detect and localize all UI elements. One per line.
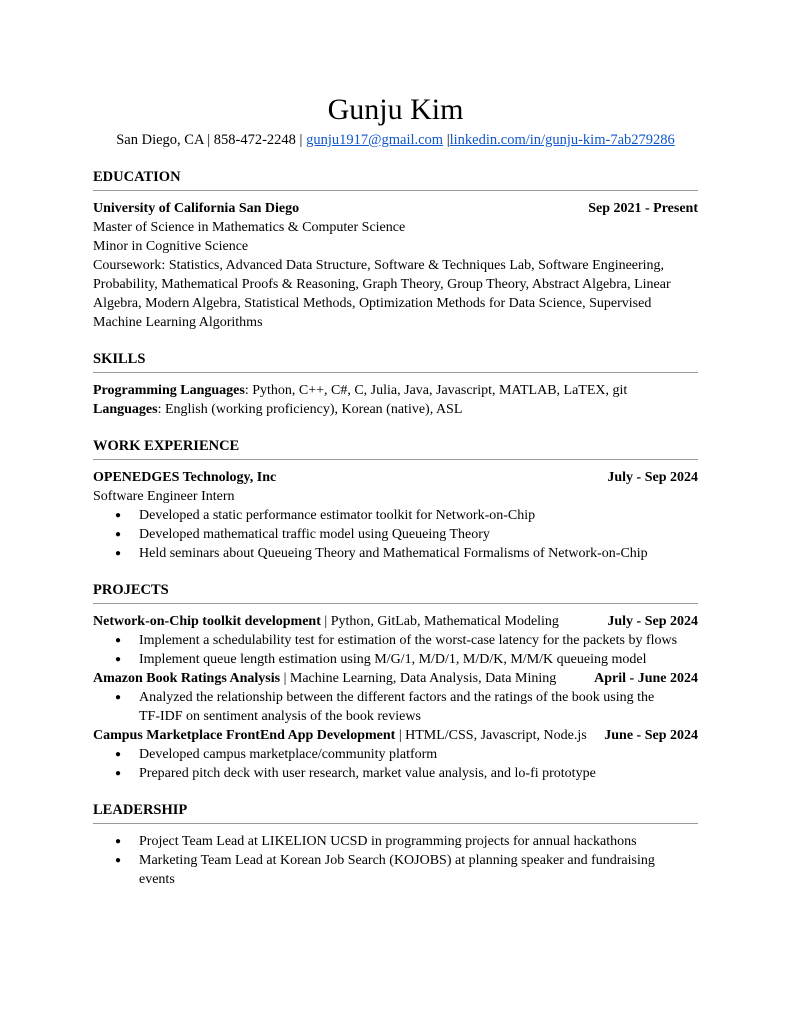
project-title <box>93 669 556 688</box>
company-name: OPENEDGES Technology, Inc <box>93 470 277 485</box>
bullet-line: events <box>139 872 175 887</box>
linkedin-link[interactable]: linkedin.com/in/gunju-kim-7ab279286 <box>449 132 675 148</box>
project-date: June - Sep 2024 <box>604 728 698 743</box>
skills-title: SKILLS <box>93 351 146 367</box>
bullet-line: Marketing Team Lead at Korean Job Search (KOJOBS) at planning speaker and fundraising <box>139 853 655 868</box>
project-entry <box>93 669 698 726</box>
work-role: Software Engineer Intern <box>93 489 235 504</box>
education-line: Probability, Mathematical Proofs & Reasoning, Graph Theory, Group Theory, Abstract Algebra, Linear <box>93 277 671 292</box>
project-bullets <box>93 745 698 783</box>
contact-separator: | <box>443 132 450 148</box>
resume-page <box>93 92 698 889</box>
work-title: WORK EXPERIENCE <box>93 438 240 454</box>
projects-section <box>93 580 698 783</box>
section-divider <box>93 372 698 373</box>
leadership-bullets <box>93 832 698 889</box>
education-date: Sep 2021 - Present <box>588 201 698 216</box>
project-title <box>93 612 559 631</box>
work-date: July - Sep 2024 <box>607 470 698 485</box>
section-divider <box>93 190 698 191</box>
work-section <box>93 436 698 563</box>
skills-languages <box>93 400 698 419</box>
list-item: ● Developed mathematical traffic model using Queueing Theory <box>115 525 698 544</box>
bullet-line: Analyzed the relationship between the different factors and the ratings of the book using the <box>139 690 655 705</box>
skills-languages-label: Languages <box>93 402 158 417</box>
list-item: ● Implement a schedulability test for estimation of the worst-case latency for the packets by flows <box>115 631 698 650</box>
project-name: Amazon Book Ratings Analysis <box>93 671 281 686</box>
project-header <box>93 669 698 688</box>
project-header <box>93 612 698 631</box>
list-item: ● Developed campus marketplace/community platform <box>115 745 698 764</box>
education-section <box>93 167 698 332</box>
skills-section <box>93 349 698 419</box>
project-bullets <box>93 688 698 726</box>
project-bullets <box>93 631 698 669</box>
education-entry-header <box>93 199 698 218</box>
skills-languages-value: : English (working proficiency), Korean (native), ASL <box>157 402 463 417</box>
project-tech: | Machine Learning, Data Analysis, Data Mining <box>280 671 557 686</box>
project-date: July - Sep 2024 <box>607 614 698 629</box>
education-line: Minor in Cognitive Science <box>93 239 249 254</box>
contact-location-phone: San Diego, CA | 858-472-2248 | <box>116 132 307 148</box>
project-entry <box>93 612 698 669</box>
project-tech: | Python, GitLab, Mathematical Modeling <box>320 614 559 629</box>
leadership-title: LEADERSHIP <box>93 802 188 818</box>
project-date: April - June 2024 <box>594 671 698 686</box>
project-title <box>93 726 587 745</box>
bullet-line: TF-IDF on sentiment analysis of the book reviews <box>139 709 421 724</box>
education-title: EDUCATION <box>93 169 181 185</box>
candidate-name: Gunju Kim <box>327 93 464 126</box>
education-line: Machine Learning Algorithms <box>93 315 263 330</box>
list-item <box>115 688 698 726</box>
leadership-section <box>93 800 698 889</box>
work-bullets <box>93 506 698 563</box>
list-item <box>115 851 698 889</box>
email-link[interactable]: gunju1917@gmail.com <box>306 132 444 148</box>
work-entry-header <box>93 468 698 487</box>
school-name: University of California San Diego <box>93 201 300 216</box>
skills-programming-value: : Python, C++, C#, C, Julia, Java, Javascript, MATLAB, LaTEX, git <box>244 383 628 398</box>
project-name: Campus Marketplace FrontEnd App Development <box>93 728 396 743</box>
list-item: ● Developed a static performance estimator toolkit for Network-on-Chip <box>115 506 698 525</box>
list-item: ● Project Team Lead at LIKELION UCSD in programming projects for annual hackathons <box>115 832 698 851</box>
project-tech: | HTML/CSS, Javascript, Node.js <box>395 728 587 743</box>
skills-programming <box>93 381 698 400</box>
project-name: Network-on-Chip toolkit development <box>93 614 321 629</box>
education-line: Algebra, Modern Algebra, Statistical Methods, Optimization Methods for Data Science, Supervised <box>93 296 652 311</box>
list-item: ● Prepared pitch deck with user research, market value analysis, and lo-fi prototype <box>115 764 698 783</box>
section-divider <box>93 823 698 824</box>
education-line: Master of Science in Mathematics & Computer Science <box>93 220 406 235</box>
section-divider <box>93 459 698 460</box>
project-entry <box>93 726 698 783</box>
project-header <box>93 726 698 745</box>
contact-line <box>93 130 698 150</box>
projects-title: PROJECTS <box>93 582 169 598</box>
list-item: ● Implement queue length estimation using M/G/1, M/D/1, M/D/K, M/M/K queueing model <box>115 650 698 669</box>
list-item: ● Held seminars about Queueing Theory and Mathematical Formalisms of Network-on-Chip <box>115 544 698 563</box>
section-divider <box>93 603 698 604</box>
education-line: Coursework: Statistics, Advanced Data Structure, Software & Techniques Lab, Software Engineering, <box>93 258 665 273</box>
skills-programming-label: Programming Languages <box>93 383 245 398</box>
